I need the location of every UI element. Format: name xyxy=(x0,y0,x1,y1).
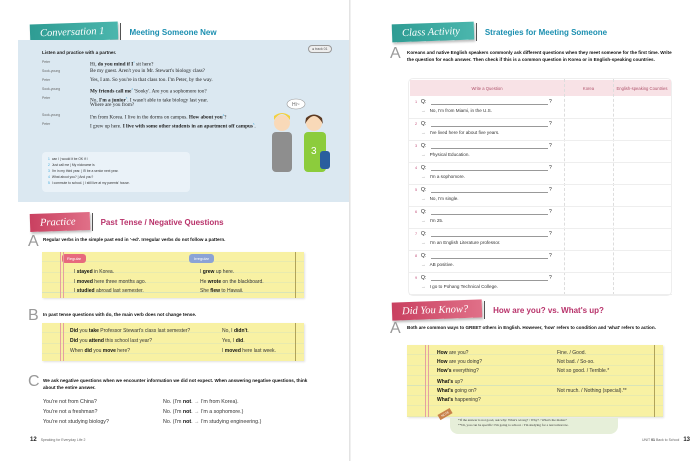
conversation-box xyxy=(18,40,350,202)
q-label: Q: xyxy=(421,253,427,259)
arrow-icon: → xyxy=(192,399,201,405)
past-verb: grew xyxy=(202,269,215,275)
greeting: How are you? xyxy=(437,350,469,356)
greeting-response: Not so good. / Terrible.* xyxy=(557,368,610,374)
arrow-icon: → xyxy=(421,108,426,113)
footnote-marker: 4 xyxy=(222,113,225,117)
emphasis: Did xyxy=(70,338,79,344)
q-label: Q: xyxy=(421,121,427,127)
speaker-name: Sook-young xyxy=(42,69,61,73)
answer-text: → No, I'm single. xyxy=(421,196,459,201)
negative-answer: No. (I'm not. → I'm a sophomore.) xyxy=(163,409,244,415)
verb-example: I studied abroad last semester. xyxy=(74,288,144,294)
class-activity-ribbon: Class Activity xyxy=(392,22,474,43)
note-line: *If the answer is not good, ask why: What's wrong? / Why? / What's the matter? xyxy=(458,418,567,422)
korea-checkbox[interactable] xyxy=(566,275,612,293)
answer-text: → I've lived here for about five years. xyxy=(421,130,500,135)
footnote-marker: 3 xyxy=(125,96,128,100)
arrow-icon: → xyxy=(192,409,201,415)
row-number: 1 xyxy=(415,100,418,104)
korea-checkbox[interactable] xyxy=(566,253,612,271)
header-divider xyxy=(92,213,93,231)
table-row xyxy=(409,141,672,163)
dialog-text: Yes, I am. So you're in that class too. I'm Peter, by the way. xyxy=(90,77,213,83)
answer-text: → Physical Education. xyxy=(421,152,470,157)
korea-checkbox[interactable] xyxy=(566,231,612,249)
unit-label: UNIT xyxy=(641,438,651,442)
english-checkbox[interactable] xyxy=(615,231,670,249)
question-input[interactable] xyxy=(431,148,548,149)
q-label: Q: xyxy=(421,143,427,149)
note-number: 1 xyxy=(48,157,50,161)
verb-example: I grew up here. xyxy=(200,269,235,275)
question-input[interactable] xyxy=(431,214,548,215)
conversation-instruction: Listen and practice with a partner. xyxy=(42,50,117,55)
note-line: **Or, you can be specific: I'm going to school. / I'm studying for a test tomorrow. xyxy=(458,423,569,427)
dyk-text: Both are common ways to GREET others in English. However, 'how' refers to condition and 'what' refers to action. xyxy=(407,325,656,330)
negative-answer: No. (I'm not. → I'm studying engineering.) xyxy=(163,419,262,425)
emphasis: moved xyxy=(224,348,241,354)
class-activity-header xyxy=(392,22,607,42)
q-label: Q: xyxy=(421,165,427,171)
play-icon: ● xyxy=(312,47,315,51)
footnote-marker: 1 xyxy=(133,60,135,64)
question-mark: ? xyxy=(549,187,552,193)
speaker-name: Peter xyxy=(42,60,51,64)
key-expression: do you mind if I xyxy=(97,61,134,68)
section-letter-c: C xyxy=(28,373,40,390)
speech-bubble-text: Hi~ xyxy=(292,102,300,108)
question-input[interactable] xyxy=(431,170,548,171)
greeting: What's going on? xyxy=(437,388,477,394)
answer-text: → No, I'm from Miami, in the U.S. xyxy=(421,108,492,113)
past-verb: studied xyxy=(76,288,95,294)
question-mark: ? xyxy=(549,275,552,281)
pad-margin-line xyxy=(295,252,296,298)
note-item: 4 What about you? | And you? xyxy=(48,175,94,179)
conversation-title: Meeting Someone New xyxy=(129,27,217,37)
practice-header xyxy=(30,212,224,232)
speaker-name: Peter xyxy=(42,122,51,126)
page-footer-left xyxy=(30,437,85,443)
emphasis: not xyxy=(182,399,192,405)
arrow-icon: → xyxy=(192,419,201,425)
dyk-letter-a: A xyxy=(390,320,401,337)
negative-question: You're not from China? xyxy=(43,399,97,405)
book-title: Speaking for Everyday Life 2 xyxy=(40,438,86,442)
greeting: What's up? xyxy=(437,379,463,385)
footnote-marker: 2 xyxy=(131,87,133,91)
question-word: What's xyxy=(437,397,454,403)
dialog-text: My friends call $me^2$ 'Sooky'. Are you a sophomore too? xyxy=(90,87,207,95)
greeting-response: Not much. / Nothing (special).** xyxy=(557,388,627,394)
note-tag: NOTE xyxy=(437,408,452,420)
question-table xyxy=(408,78,672,296)
did-you-know-header xyxy=(392,300,604,320)
verb-example: She flew to Hawaii. xyxy=(200,288,244,294)
note-number: 2 xyxy=(48,163,50,167)
activity-letter-a: A xyxy=(390,45,401,62)
question-input[interactable] xyxy=(431,258,548,259)
note-item: 1 can I | would it be OK if I xyxy=(48,157,88,161)
verb-example: He wrote on the blackboard. xyxy=(200,278,264,285)
note-item: 3 I'm in my third year. | I'll be a senior next year. xyxy=(48,169,119,173)
emphasis: did xyxy=(84,348,92,354)
arrow-icon: → xyxy=(421,284,426,289)
class-activity-title: Strategies for Meeting Someone xyxy=(484,27,608,37)
english-checkbox[interactable] xyxy=(615,187,670,205)
past-tense-pad xyxy=(42,252,304,298)
track-label: track 01 xyxy=(315,47,328,51)
row-number: 3 xyxy=(415,144,418,148)
page-footer-right xyxy=(642,437,690,443)
greetings-pad xyxy=(407,345,663,417)
past-verb: stayed xyxy=(76,269,93,275)
dialog-text: Be my guest. Aren't you in Mr. Stewart's biology class? xyxy=(90,68,205,74)
arrow-icon: → xyxy=(421,174,426,179)
practice-title: Past Tense / Negative Questions xyxy=(100,217,224,227)
speaker-name: Sook-young xyxy=(42,113,61,117)
note-number: 3 xyxy=(48,169,50,173)
table-row xyxy=(409,119,672,141)
pad-margin-line xyxy=(654,345,655,417)
column-korea: Korea xyxy=(582,85,595,91)
table-header xyxy=(410,80,671,96)
page-number: 12 xyxy=(30,437,37,443)
conversation-header xyxy=(30,22,217,42)
question-mark: ? xyxy=(549,121,552,127)
table-row xyxy=(409,97,672,119)
emphasis: move xyxy=(102,348,116,354)
table-row xyxy=(409,163,672,185)
question-word: What's xyxy=(437,388,454,394)
arrow-icon: → xyxy=(421,262,426,267)
past-verb: flew xyxy=(210,288,221,294)
pad-margin-line xyxy=(295,323,296,361)
row-number: 8 xyxy=(415,254,418,258)
emphasis: didn't xyxy=(233,328,248,334)
students-illustration xyxy=(262,96,342,181)
activity-instructions: Koreans and native English speakers commonly ask different questions when they meet someone for the first time. Write the question for each answer. Then check if this is a common question in Korea or in English-speaking countries. xyxy=(407,50,672,62)
q-label: Q: xyxy=(421,209,427,215)
dialog-text: No, I'm a junior$^3$. I wasn't able to take biology last year. xyxy=(90,96,208,104)
q-label: Q: xyxy=(421,99,427,105)
did-you-know-ribbon: Did You Know? xyxy=(392,299,483,320)
do-answer: No, I didn't. xyxy=(222,328,249,334)
verb-example: I stayed in Korea. xyxy=(74,269,115,275)
note-item: 2 Just call me | My nickname is xyxy=(48,163,95,167)
q-label: Q: xyxy=(421,275,427,281)
audio-track-badge[interactable] xyxy=(308,45,332,53)
row-number: 2 xyxy=(415,122,418,126)
row-number: 6 xyxy=(415,210,418,214)
emphasis: Did xyxy=(70,328,79,334)
conversation-ribbon: Conversation 1 xyxy=(30,21,119,42)
english-checkbox[interactable] xyxy=(615,121,670,139)
do-question: Did you attend this school last year? xyxy=(70,338,152,344)
greeting: What's happening? xyxy=(437,397,481,403)
section-b-text: In past tense questions with do, the main verb does not change tense. xyxy=(43,312,197,317)
table-row xyxy=(409,273,672,295)
negative-answer: No. (I'm not. → I'm from Korea). xyxy=(163,399,239,405)
korea-checkbox[interactable] xyxy=(566,99,612,117)
svg-text:3: 3 xyxy=(311,146,317,157)
korea-checkbox[interactable] xyxy=(566,209,612,227)
dialog-text: I'm from Korea. I live in the dorms on campus. How about you$^4$? xyxy=(90,113,227,121)
arrow-icon: → xyxy=(421,218,426,223)
q-label: Q: xyxy=(421,231,427,237)
section-letter-a: A xyxy=(28,233,39,250)
emphasis: not xyxy=(182,419,192,425)
table-row xyxy=(409,251,672,273)
question-input[interactable] xyxy=(431,104,548,105)
table-row xyxy=(409,207,672,229)
column-write-question: Write a Question xyxy=(471,85,503,91)
verb-example: I moved here three months ago. xyxy=(74,278,146,285)
question-word: How's xyxy=(437,368,452,374)
key-expression: How about you xyxy=(188,114,223,121)
english-checkbox[interactable] xyxy=(615,275,670,293)
section-a-text: Regular verbs in the simple past end in '-ed'. Irregular verbs do not follow a pattern. xyxy=(43,237,226,242)
note-number: 4 xyxy=(48,175,50,179)
question-mark: ? xyxy=(549,231,552,237)
answer-text: → I'm a sophomore. xyxy=(421,174,465,179)
question-mark: ? xyxy=(549,99,552,105)
header-divider xyxy=(484,301,485,319)
did-you-know-title: How are you? vs. What's up? xyxy=(493,305,604,315)
section-c-text: We ask negative questions when we encounter information we did not expect. When answering negative questions, think about the entire answer. xyxy=(43,378,308,390)
q-label: Q: xyxy=(421,187,427,193)
footnote-marker: 5 xyxy=(252,122,255,126)
negative-question: You're not studying biology? xyxy=(43,419,109,425)
english-checkbox[interactable] xyxy=(615,253,670,271)
question-word: How xyxy=(437,350,448,356)
answer-text: → I'm 25. xyxy=(421,218,444,223)
emphasis: attend xyxy=(88,338,104,344)
arrow-icon: → xyxy=(421,130,426,135)
question-input[interactable] xyxy=(431,192,548,193)
english-checkbox[interactable] xyxy=(615,99,670,117)
answer-text: → I'm an English Literature professor. xyxy=(421,240,501,245)
dialog-text: Where are you from? xyxy=(90,102,135,108)
table-row xyxy=(409,229,672,251)
question-mark: ? xyxy=(549,209,552,215)
question-mark: ? xyxy=(549,143,552,149)
do-question: When did you move here? xyxy=(70,348,131,354)
row-number: 7 xyxy=(415,232,418,236)
greeting: How are you doing? xyxy=(437,359,483,365)
question-word: How xyxy=(437,359,448,365)
past-verb: moved xyxy=(76,278,93,285)
regular-tag: Regular xyxy=(62,254,86,263)
note-number: 5 xyxy=(48,181,50,185)
do-question: Did you take Professor Stewart's class last semester? xyxy=(70,328,191,334)
table-row xyxy=(409,185,672,207)
korea-checkbox[interactable] xyxy=(566,187,612,205)
header-divider xyxy=(120,23,121,41)
key-expression: I'm a junior xyxy=(98,97,126,104)
key-expression: My friends call me xyxy=(90,88,132,95)
arrow-icon: → xyxy=(421,240,426,245)
speaker-name: Sook-young xyxy=(42,87,61,91)
greeting: How's everything? xyxy=(437,368,479,374)
question-input[interactable] xyxy=(431,126,548,127)
english-checkbox[interactable] xyxy=(615,143,670,161)
note-box xyxy=(450,418,618,434)
dialog-text: Hi, do you mind if $I^1$ sit here? xyxy=(90,60,154,68)
question-mark: ? xyxy=(549,253,552,259)
korea-checkbox[interactable] xyxy=(566,165,612,183)
row-number: 4 xyxy=(415,166,418,170)
english-checkbox[interactable] xyxy=(615,209,670,227)
past-verb: wrote xyxy=(207,278,222,285)
column-english-speaking: English-speaking Countries xyxy=(616,85,668,91)
do-questions-pad xyxy=(42,323,304,361)
note-item: 5 I commute to school. | I still live at my parents' house. xyxy=(48,181,130,185)
korea-checkbox[interactable] xyxy=(566,121,612,139)
english-checkbox[interactable] xyxy=(615,165,670,183)
row-number: 5 xyxy=(415,188,418,192)
section-letter-b: B xyxy=(28,307,39,324)
negative-question: You're not a freshman? xyxy=(43,409,98,415)
expression-notes xyxy=(42,152,190,192)
emphasis: did xyxy=(235,338,244,344)
question-word: What's xyxy=(437,379,454,385)
irregular-tag: Irregular xyxy=(189,254,214,263)
dialog-text: I grew up here. I live with some other students in an apartment off campus$^5$. xyxy=(90,122,256,130)
do-answer: Yes, I did. xyxy=(222,338,245,344)
right-page xyxy=(350,0,700,461)
do-answer: I moved here last week. xyxy=(222,348,276,354)
greeting-response: Not bad. / So-so. xyxy=(557,359,595,365)
unit-number: 01 xyxy=(651,438,655,442)
arrow-icon: → xyxy=(421,152,426,157)
header-divider xyxy=(476,23,477,41)
page-number: 13 xyxy=(683,437,690,443)
question-input[interactable] xyxy=(431,280,548,281)
emphasis: take xyxy=(88,328,99,334)
answer-text: → I go to Pohang Technical College. xyxy=(421,284,498,289)
korea-checkbox[interactable] xyxy=(566,143,612,161)
row-number: 9 xyxy=(415,276,418,280)
question-input[interactable] xyxy=(431,236,548,237)
question-mark: ? xyxy=(549,165,552,171)
speaker-name: Peter xyxy=(42,96,51,100)
answer-text: → AB positive. xyxy=(421,262,454,267)
unit-title: Back to School xyxy=(655,438,680,442)
arrow-icon: → xyxy=(421,196,426,201)
greeting-response: Fine. / Good. xyxy=(557,350,586,356)
emphasis: not xyxy=(182,409,192,415)
practice-ribbon: Practice xyxy=(30,212,90,232)
key-expression: I live with some other students in an apartment off campus xyxy=(122,123,253,130)
speaker-name: Peter xyxy=(42,78,51,82)
